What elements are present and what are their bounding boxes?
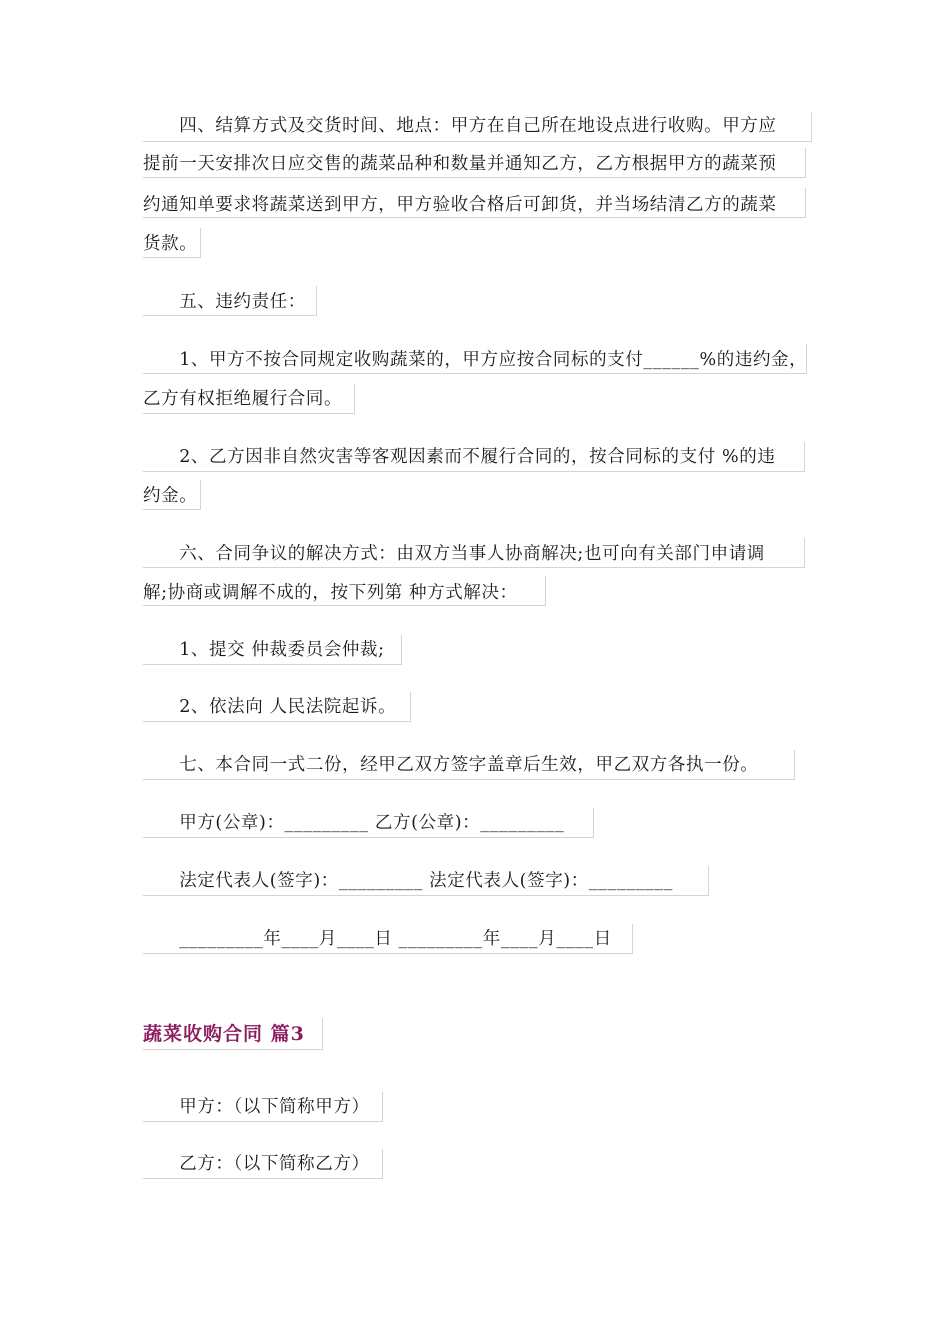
section4-line4: 货款。 [143,234,198,254]
party-a-line: 甲方：（以下简称甲方） [143,1097,370,1117]
section6-line1: 六、合同争议的解决方式：由双方当事人协商解决;也可向有关部门申请调 [143,544,765,564]
section4-line3: 约通知单要求将蔬菜送到甲方，甲方验收合格后可卸货，并当场结清乙方的蔬菜 [143,195,777,215]
contract3-heading: 蔬菜收购合同 篇3 [143,1023,305,1045]
section7-text: 七、本合同一式二份，经甲乙双方签字盖章后生效，甲乙双方各执一份。 [143,755,759,775]
section5-clause1-line1: 1、甲方不按合同规定收购蔬菜的，甲方应按合同标的支付______%的违约金， [143,350,808,370]
section5-clause2-line1: 2、乙方因非自然灾害等客观因素而不履行合同的，按合同标的支付 %的违 [143,447,776,467]
section5-title: 五、违约责任： [143,292,306,312]
representative-line: 法定代表人(签字)：_________ 法定代表人(签字)：_________ [143,871,673,891]
section6-option1: 1、提交 仲裁委员会仲裁; [143,640,385,660]
seal-line: 甲方(公章)：_________ 乙方(公章)：_________ [143,813,565,833]
section5-clause1-line2: 乙方有权拒绝履行合同。 [143,389,343,409]
section4-line2: 提前一天安排次日应交售的蔬菜品种和数量并通知乙方，乙方根据甲方的蔬菜预 [143,154,777,174]
section6-line2: 解;协商或调解不成的，按下列第 种方式解决： [143,583,518,603]
section5-clause2-line2: 约金。 [143,486,198,506]
section6-option2: 2、依法向 人民法院起诉。 [143,697,397,717]
date-line: _________年____月____日 _________年____月____日 [143,929,612,949]
party-b-line: 乙方：（以下简称乙方） [143,1154,370,1174]
section4-line1: 四、结算方式及交货时间、地点：甲方在自己所在地设点进行收购。甲方应 [143,116,777,136]
